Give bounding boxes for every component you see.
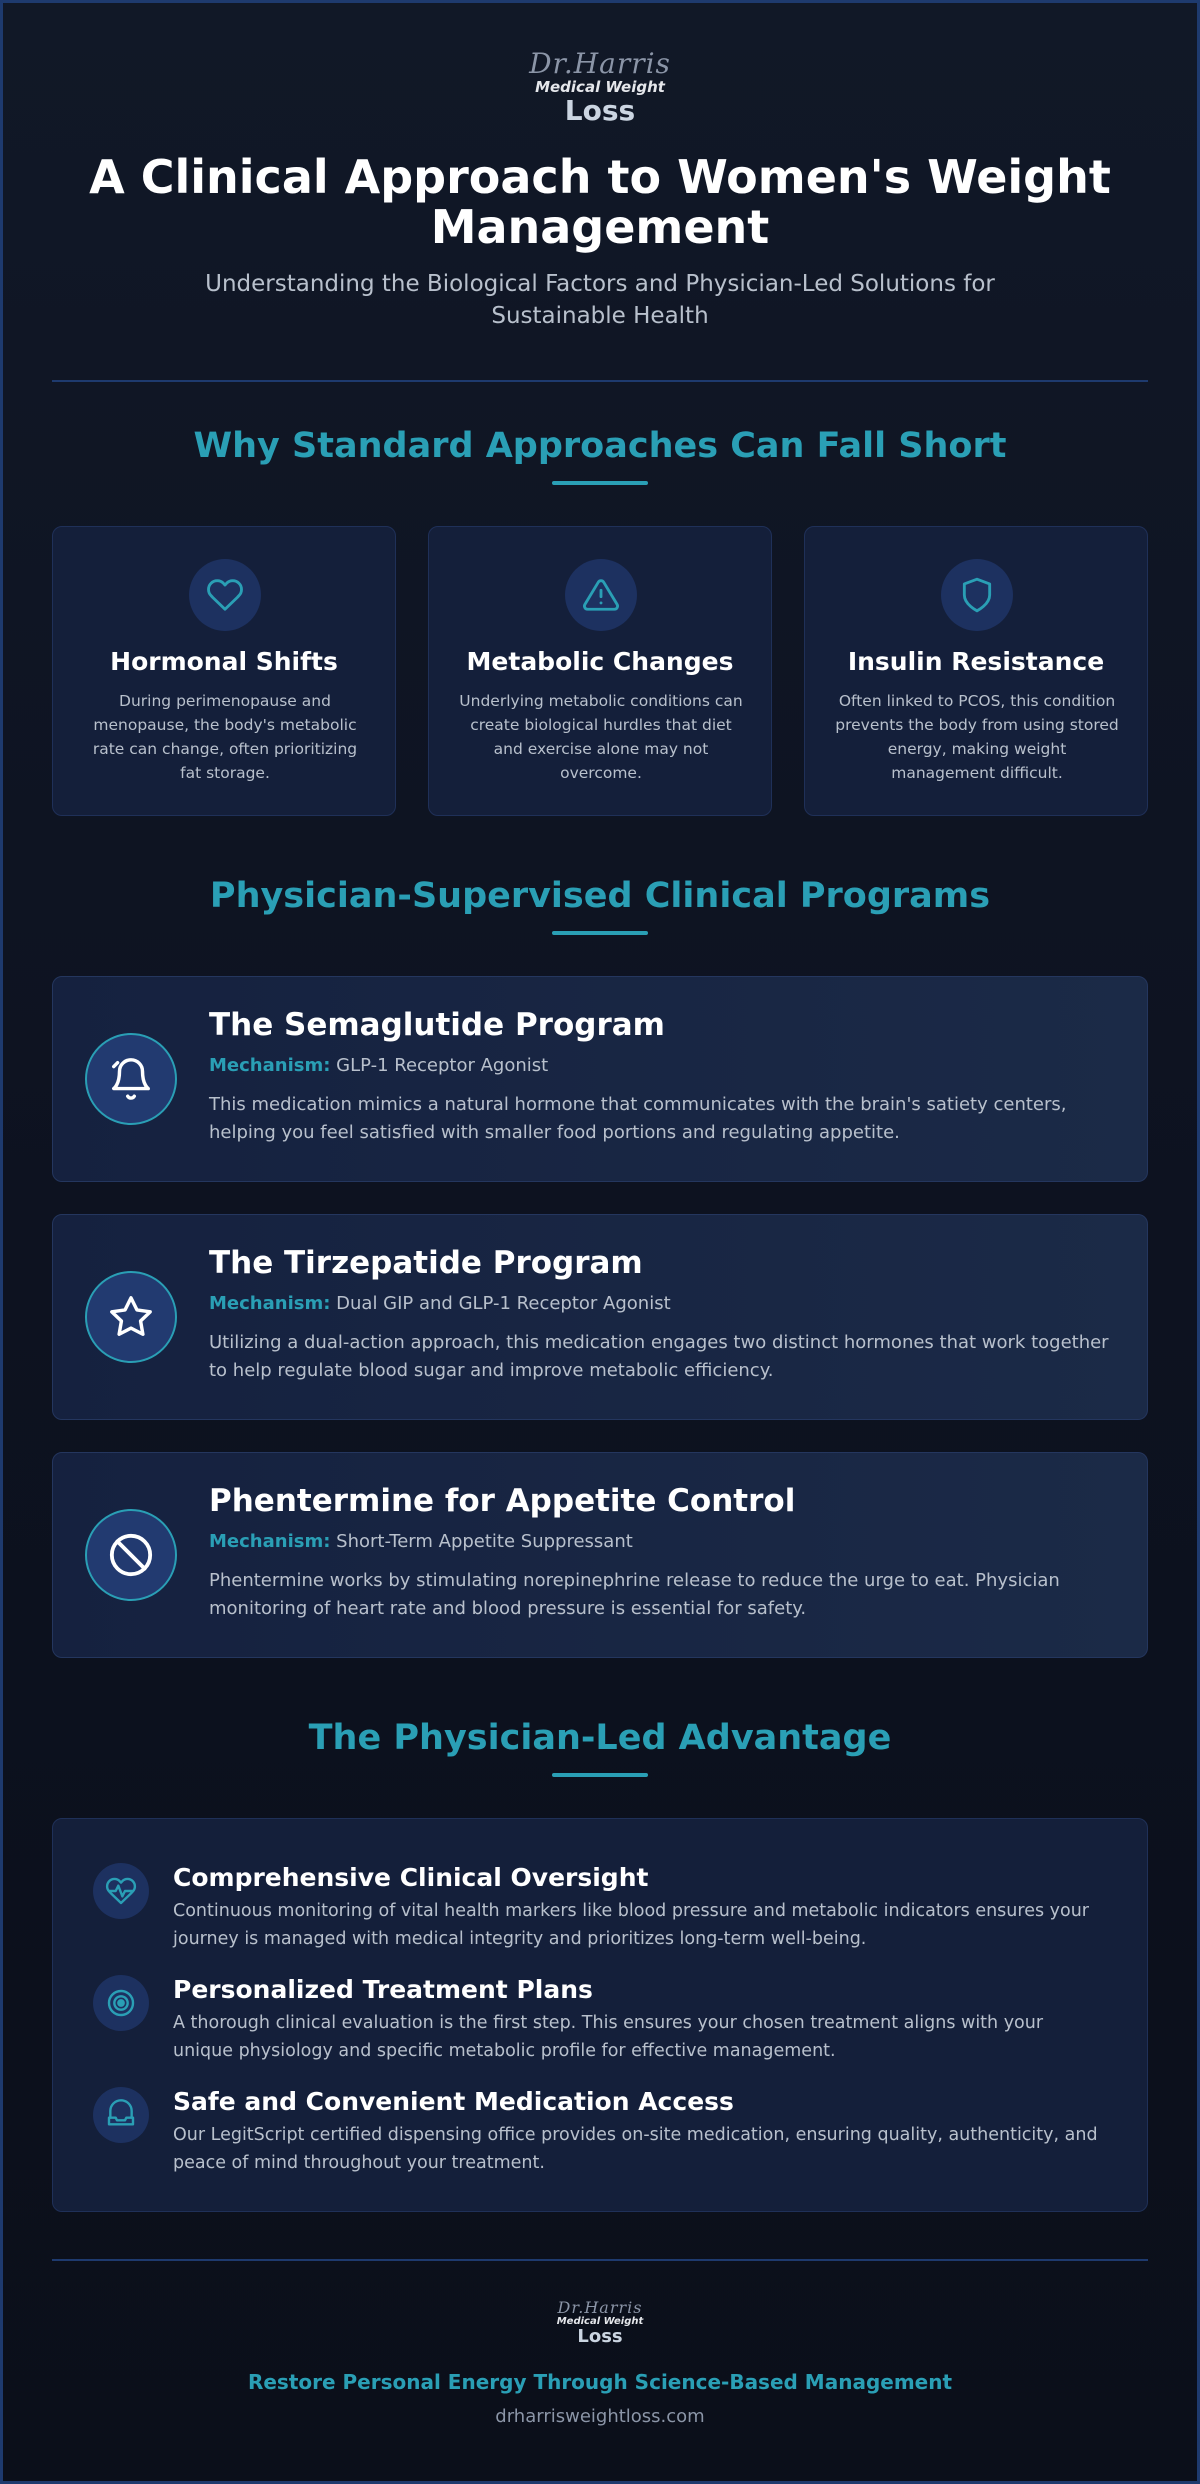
logo-line2: Loss (577, 2326, 623, 2347)
shield-icon (941, 559, 1013, 631)
program-mechanism (209, 1055, 548, 1076)
factor-card-metabolic (428, 526, 772, 816)
factor-card-insulin (804, 526, 1148, 816)
program-title: The Tirzepatide Program (209, 1245, 643, 1281)
footer-logo (540, 2300, 660, 2346)
heart-icon (189, 559, 261, 631)
target-icon (93, 1975, 149, 2031)
prohibited-icon (85, 1509, 177, 1601)
program-card-phentermine (52, 1452, 1148, 1658)
advantage-text: Continuous monitoring of vital health markers like blood pressure and metabolic indicators ensures your journey is managed with medical integrity and prioritizes long-term well-being. (173, 1901, 1089, 1949)
factor-text: Often linked to PCOS, this condition prevents the body from using stored energy, making weight management difficult. (835, 692, 1119, 782)
factor-title: Hormonal Shifts (110, 647, 338, 676)
footer-tagline: Restore Personal Energy Through Science-Based Management (247, 2370, 953, 2394)
mechanism-label: Mechanism: (209, 1531, 331, 1552)
section-underline (552, 1773, 648, 1777)
divider-bottom (52, 2259, 1148, 2261)
footer-url[interactable]: drharrisweightloss.com (495, 2406, 705, 2427)
section-title-advantage: The Physician-Led Advantage (308, 1718, 892, 1758)
heart-pulse-icon (93, 1863, 149, 1919)
factor-title: Insulin Resistance (847, 647, 1105, 676)
advantage-title: Safe and Convenient Medication Access (173, 2087, 734, 2116)
advantage-panel (52, 1818, 1148, 2212)
mechanism-value: Short-Term Appetite Suppressant (336, 1531, 633, 1552)
logo-script: Dr.Harris (557, 2298, 643, 2317)
warning-triangle-icon (565, 559, 637, 631)
mechanism-label: Mechanism: (209, 1293, 331, 1314)
bell-icon (85, 1033, 177, 1125)
page-subtitle: Understanding the Biological Factors and Physician-Led Solutions for Sustainable Health (205, 271, 995, 329)
mechanism-value: GLP-1 Receptor Agonist (336, 1055, 549, 1076)
logo-line1: Medical Weight (556, 2316, 644, 2327)
advantage-title: Personalized Treatment Plans (173, 1975, 593, 2004)
factor-card-hormonal (52, 526, 396, 816)
mechanism-value: Dual GIP and GLP-1 Receptor Agonist (336, 1293, 671, 1314)
factor-text: During perimenopause and menopause, the body's metabolic rate can change, often prioritizing fat storage. (92, 692, 358, 782)
advantage-text: Our LegitScript certified dispensing office provides on-site medication, ensuring quality, authenticity, and peace of mind throughout your treatment. (173, 2125, 1098, 2173)
program-mechanism (209, 1531, 633, 1552)
divider-top (52, 380, 1148, 382)
program-text: This medication mimics a natural hormone that communicates with the brain's satiety centers, helping you feel satisfied with smaller food portions and regulating appetite. (209, 1094, 1067, 1143)
logo-line1: Medical Weight (535, 78, 665, 96)
section-underline (552, 481, 648, 485)
section-title-standard-approaches: Why Standard Approaches Can Fall Short (193, 426, 1007, 466)
program-title: The Semaglutide Program (209, 1007, 665, 1043)
program-text: Utilizing a dual-action approach, this medication engages two distinct hormones that work together to help regulate blood sugar and improve metabolic efficiency. (209, 1332, 1109, 1381)
logo-script: Dr.Harris (529, 47, 671, 80)
advantage-title: Comprehensive Clinical Oversight (173, 1863, 649, 1892)
section-underline (552, 931, 648, 935)
inbox-icon (93, 2087, 149, 2143)
factor-text: Underlying metabolic conditions can create biological hurdles that diet and exercise alone may not overcome. (459, 692, 743, 782)
page-title: A Clinical Approach to Women's Weight Management (89, 150, 1111, 254)
star-icon (85, 1271, 177, 1363)
mechanism-label: Mechanism: (209, 1055, 331, 1076)
program-card-tirzepatide (52, 1214, 1148, 1420)
logo-line2: Loss (564, 94, 636, 127)
program-mechanism (209, 1293, 671, 1314)
header-logo (500, 47, 700, 127)
advantage-text: A thorough clinical evaluation is the first step. This ensures your chosen treatment aligns with your unique physiology and specific metabolic profile for effective management. (173, 2013, 1044, 2061)
section-title-clinical-programs: Physician-Supervised Clinical Programs (209, 876, 991, 916)
program-title: Phentermine for Appetite Control (209, 1483, 796, 1519)
factor-title: Metabolic Changes (466, 647, 734, 676)
program-text: Phentermine works by stimulating norepinephrine release to reduce the urge to eat. Physician monitoring of heart rate and blood pressure is essential for safety. (209, 1570, 1060, 1619)
program-card-semaglutide (52, 976, 1148, 1182)
